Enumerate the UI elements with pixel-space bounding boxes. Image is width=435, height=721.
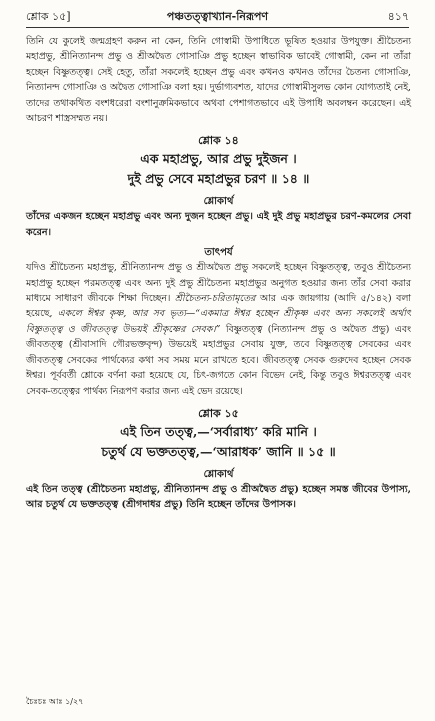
verse-14-number: শ্লোক ১৪ — [198, 134, 239, 148]
purport-continuation: তিনি যে কুলেই জন্মগ্রহণ করুন না কেন, তিনি গোস্বামী উপাধিতে ভূষিত হওয়ার উপযুক্ত। শ্রীচৈতন্য মহাপ্রভু, শ্রীনিত্যানন্দ প্রভু ও শ্রীঅদ্বৈত গোসাঞি প্রভু হচ্ছেন স্বাভাবিক ভাবেই গোস্বামী, কেন না তাঁরা হচ্ছেন বিষ্ণুতত্ত্ব। সেই হেতু, তাঁরা সকলেই হচ্ছেন প্রভু এবং কখনও কখনও তাঁদের চৈতন্য গোসাঞি, নিত্যানন্দ গোসাঞি ও অদ্বৈত গোসাঞি বলা হয়। দুর্ভাগ্যবশত, যাদের গোস্বামীসুলভ কোন যোগ্যতাই নেই, তাদের তথাকথিত বংশধরেরা বংশানুক্রমিকভাবে অথবা পেশাগতভাবে এই উপাধি অবলম্বন করেছেন। এই আচরণ শাস্ত্রসম্মত নয়। — [26, 36, 411, 125]
translation-heading-15: শ্লোকার্থ — [203, 468, 234, 480]
purport-heading: তাৎপর্য — [204, 247, 233, 259]
translation-14: তাঁদের একজন হচ্ছেন মহাপ্রভু এবং অন্য দুজন হচ্ছেন প্রভু। এই দুই প্রভু মহাপ্রভুর চরণ-কমলের সেবা করেন। — [26, 211, 411, 238]
purport-paragraph — [26, 260, 411, 399]
header-rule — [26, 27, 409, 28]
verse-14-line-2: দুই প্রভু সেবে মহাপ্রভুর চরণ ॥ ১৪ ॥ — [127, 171, 310, 187]
header-chapter-title: পঞ্চতত্ত্বাখ্যান-নিরূপণ — [166, 10, 269, 23]
translation-15: এই তিন তত্ত্ব (শ্রীচৈতন্য মহাপ্রভু, শ্রীনিত্যানন্দ প্রভু ও শ্রীঅদ্বৈত প্রভু) হচ্ছেন সমস্ত জীবের উপাস্য, আর চতুর্থ যে ভক্ততত্ত্ব (শ্রীগদাধর প্রভু) তিনি হচ্ছেন তাঁদের উপাসক। — [26, 483, 411, 511]
header-verse-ref: শ্লোক ১৫] — [26, 10, 71, 23]
page-footer: চৈঃচঃ আঃ ১/২৭ — [26, 697, 84, 706]
translation-heading-14: শ্লোকার্থ — [203, 196, 234, 208]
running-header — [26, 8, 409, 26]
verse-14-line-1: এক মহাপ্রভু, আর প্রভু দুইজন । — [140, 151, 297, 167]
header-page-number: ৪১৭ — [387, 10, 409, 23]
purport-quote: একলে ঈশ্বর কৃষ্ণ, আর সব ভৃত্য—“একমাত্র ঈশ্বর হচ্ছেন শ্রীকৃষ্ণ এবং অন্য সকলেই অর্থাৎ বিষ্ণুতত্ত্ব ও জীবতত্ত্ব উভয়ই শ্রীকৃষ্ণের সেবক।” — [26, 308, 411, 335]
purport-text-2: আর এক জায়গায় (আদি ৫/১৪২) বলা হয়েছে, — [26, 293, 411, 320]
verse-15-line-1: এই তিন তত্ত্ব,—‘সর্বারাধ্য’ করি মানি । — [120, 423, 317, 439]
purport-italic-ref: শ্রীচৈতন্য-চরিতামৃতের — [174, 293, 256, 305]
purport-text-3: বিষ্ণুতত্ত্ব (নিত্যানন্দ প্রভু ও অদ্বৈত প্রভু) এবং জীবতত্ত্ব (শ্রীবাসাদি গৌরভক্তবৃন্দ) উভয়েই মহাপ্রভুর সেবায় যুক্ত, তবে বিষ্ণুতত্ত্ব সেবকের এবং জীবতত্ত্ব সেবকের পার্থক্যের কথা সব সময় মনে রাখতে হবে। জীবতত্ত্ব সেবক গুরুদেব হচ্ছেন সেবক ঈশ্বর। পূর্ববর্তী শ্লোকে বর্ণনা করা হয়েছে যে, চিৎ-জগতে কোন বিভেদ নেই, কিন্তু তবুও ঈশ্বরতত্ত্ব এবং সেবক-তত্ত্বের পার্থক্য নিরূপণ করার জন্য এই ভেদ রয়েছে। — [26, 323, 412, 397]
page-body — [26, 34, 411, 513]
verse-15-line-2: চতুর্থ যে ভক্ততত্ত্ব,—‘আরাধক’ জানি ॥ ১৫ ॥ — [101, 443, 336, 459]
purport-text-1: যদিও শ্রীচৈতন্য মহাপ্রভু, শ্রীনিত্যানন্দ প্রভু ও শ্রীঅদ্বৈত প্রভু সকলেই হচ্ছেন বিষ্ণুতত্ত্ব, তবুও শ্রীচৈতন্য মহাপ্রভু হচ্ছেন পরমতত্ত্ব এবং অন্য দুই প্রভু শ্রীচৈতন্য মহাপ্রভুর অনুগত হওয়ার জন্য তাঁর সেবা করার মাধ্যমে সাধারণ জীবকে শিক্ষা দিচ্ছেন। — [26, 262, 411, 305]
verse-15-number: শ্লোক ১৫ — [198, 406, 239, 420]
